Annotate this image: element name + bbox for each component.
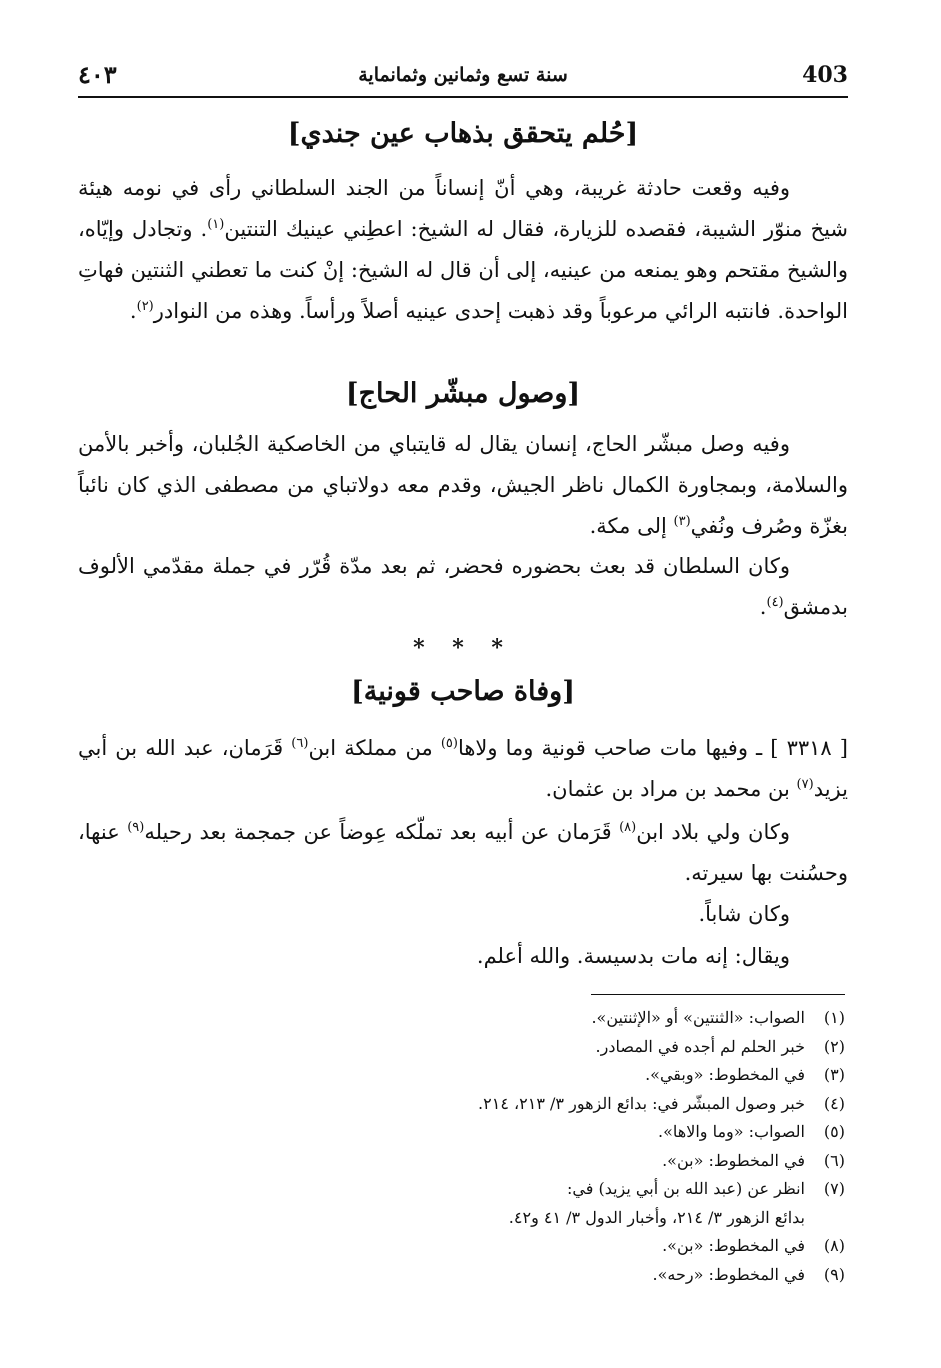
footnote-text: في المخطوط: «وبقي». [645, 1065, 805, 1084]
footnote-text: خبر وصول المبشّر في: بدائع الزهور ٣/ ٢١٣، ٢١٤. [478, 1093, 805, 1113]
section-heading: [وصول مبشّر الحاج] [345, 378, 581, 409]
paragraph [78, 936, 848, 977]
footnote-number: (٤) [823, 1093, 845, 1113]
footnote-number: (٩) [823, 1264, 845, 1284]
paragraph-text: إلى مكة. [589, 514, 674, 538]
paragraph-text: [ ٣٣١٨ ] ـ وفيها مات صاحب قونية وما ولاها [457, 736, 849, 760]
paragraph [78, 168, 848, 332]
paragraph-text: . وتجادل وإيّاه، والشيخ مقتحم وهو يمنعه من عينيه، إلى أن قال له الشيخ: إنْ كنت ما تعطني الثنتين فهاتِ الواحدة. فانتبه الرائي مرعوباً وقد ذهبت إحدى عينيه أصلاً ورأساً. وهذه من النوادر [78, 217, 848, 323]
paragraph [78, 894, 848, 935]
paragraph-text: وكان السلطان قد بعث بحضوره فحضر، ثم بعد مدّة قُرّر في جملة مقدّمي الألوف بدمشق [78, 554, 848, 619]
page-header [78, 58, 848, 98]
paragraph-text: . [759, 595, 767, 619]
paragraph-text: وكان ولي بلاد ابن [636, 820, 790, 844]
paragraph [78, 546, 848, 628]
footnote-ref: (٤) [766, 595, 784, 610]
paragraph [78, 424, 848, 547]
footnote-ref: (٩) [127, 820, 145, 835]
footnote [165, 1061, 845, 1090]
footnote-text [165, 1175, 805, 1232]
paragraph [78, 812, 848, 894]
footnote-divider [591, 994, 845, 995]
footnotes [165, 1004, 845, 1289]
footnote-ref: (٦) [291, 736, 309, 751]
footnote [165, 1004, 845, 1033]
footnote-text-line: بدائع الزهور ٣/ ٢١٤، وأخبار الدول ٣/ ٤١ و٤٢. [508, 1207, 805, 1227]
paragraph-text: وفيه وصل مبشّر الحاج، إنسان يقال له قايتباي من الخاصكية الجُلبان، وأخبر بالأمن والسلامة، وبمجاورة الكمال ناظر الجيش، وقدم معه دولاتباي من مصطفى الذي كان نائباً بغزّة وصُرف ونُفي [78, 432, 848, 538]
paragraph-text: من مملكة ابن [308, 736, 441, 760]
section-separator: * * * [413, 635, 513, 661]
footnote [165, 1261, 845, 1290]
footnote [165, 1175, 845, 1232]
paragraph-text: وفيه وقعت حادثة غريبة، وهي أنّ إنساناً من الجند السلطاني رأى في نومه هيئة شيخ منوّر الشيبة، فقصده للزيارة، فقال له الشيخ: اعطِني عينيك التنتين [78, 176, 849, 241]
footnote [165, 1232, 845, 1261]
footnote-ref: (٨) [619, 820, 637, 835]
footnote-number: (١) [823, 1008, 845, 1027]
paragraph-text: قَرَمان، عبد الله بن أبي يزيد [78, 736, 848, 801]
page-number-arabic: ٤٠٣ [78, 60, 117, 89]
section-heading: [وفاة صاحب قونية] [350, 676, 575, 707]
footnote [165, 1147, 845, 1176]
paragraph-text: قَرَمان عن أبيه بعد تملّكه عِوضاً عن جمجمة بعد رحيله [144, 820, 620, 844]
footnote [165, 1090, 845, 1119]
footnote-text: الصواب: «الثنتين» أو «الإثنتين». [591, 1008, 805, 1027]
paragraph-text: وكان شاباً. [698, 902, 790, 926]
footnote-text-line: انظر عن (عبد الله بن أبي يزيد) في: [566, 1179, 805, 1198]
paragraph-text: بن محمد بن مراد بن عثمان. [545, 777, 797, 801]
footnote-text: في المخطوط: «بن». [662, 1236, 805, 1255]
paragraph-text: ويقال: إنه مات بدسيسة. والله أعلم. [476, 944, 790, 968]
running-title: سنة تسع وثمانين وثمانماية [358, 64, 568, 86]
footnote-ref: (٢) [136, 299, 154, 314]
paragraph-text: . [129, 299, 137, 323]
page-number-latin: 403 [802, 62, 848, 88]
footnote-text: خبر الحلم لم أجده في المصادر. [595, 1036, 805, 1056]
footnote-ref: (١) [207, 217, 225, 232]
footnote-text: الصواب: «وما والاها». [658, 1122, 805, 1141]
section-heading: [حُلم يتحقق بذهاب عين جندي] [287, 118, 639, 149]
footnote-number: (٧) [823, 1179, 845, 1198]
footnote-text: في المخطوط: «بن». [662, 1150, 805, 1170]
footnote-text: في المخطوط: «رحه». [652, 1264, 805, 1284]
footnote-number: (٣) [823, 1065, 845, 1084]
footnote-ref: (٣) [673, 514, 691, 529]
footnote-number: (٢) [823, 1036, 845, 1056]
footnote-ref: (٥) [440, 736, 458, 751]
footnote-ref: (٧) [796, 777, 814, 792]
paragraph-text: عنها، وحسُنت بها سيرته. [78, 820, 848, 885]
footnote [165, 1118, 845, 1147]
footnote-number: (٦) [823, 1150, 845, 1170]
footnote-number: (٥) [823, 1122, 845, 1141]
paragraph [78, 728, 848, 810]
footnote-number: (٨) [823, 1236, 845, 1255]
footnote [165, 1033, 845, 1062]
